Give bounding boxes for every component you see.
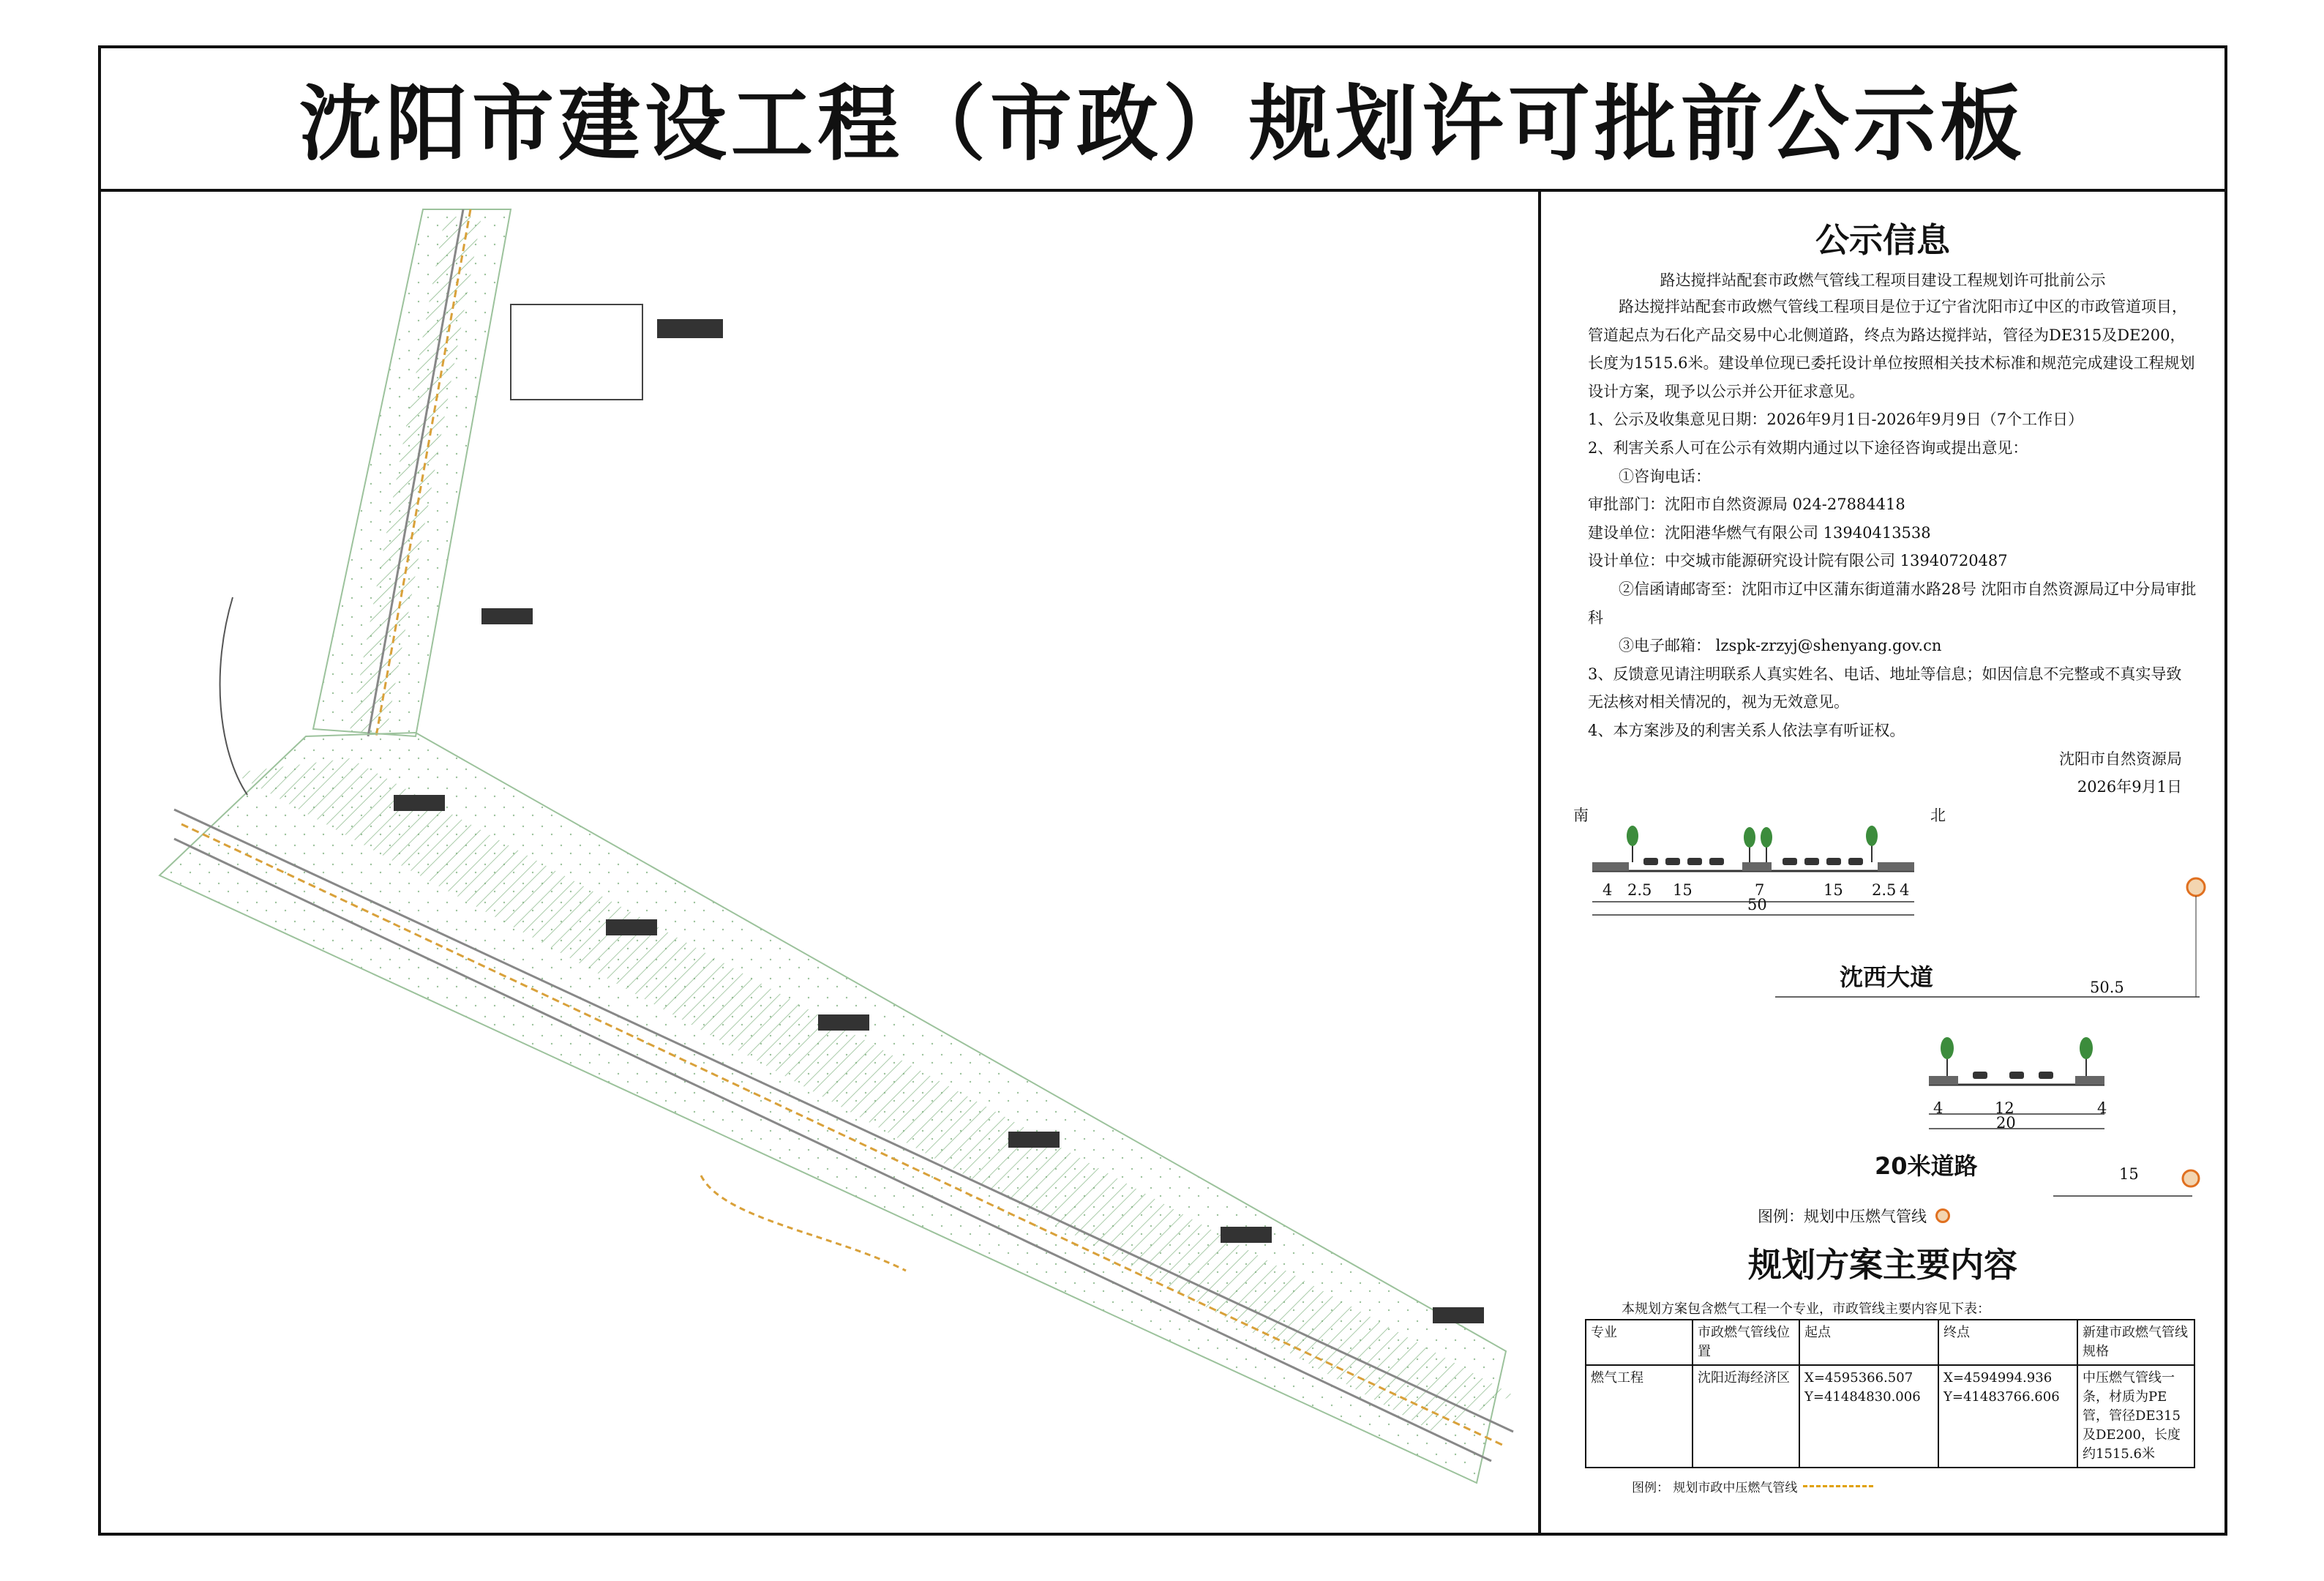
section-north-label: 北: [1930, 807, 1946, 824]
section-2-offset: 15: [2119, 1165, 2139, 1183]
car-icon: [1665, 858, 1680, 865]
publicity-item-4: 4、本方案涉及的利害关系人依法享有听证权。: [1588, 721, 1905, 739]
label-tag: [481, 608, 533, 624]
approver-contact: 审批部门：沈阳市自然资源局 024-27884418: [1588, 496, 1905, 514]
gas-pipe-marker: [2187, 878, 2205, 896]
header-cell: 市政燃气管线位置: [1693, 1320, 1799, 1365]
publicity-item-3: 3、反馈意见请注明联系人真实姓名、电话、地址等信息；如因信息不完整或不真实导致无法核对相关情况的，视为无效意见。: [1588, 665, 2182, 711]
section-2-dim: 12: [1995, 1099, 2014, 1117]
email-address: ③电子邮箱： lzspk-zrzyj@shenyang.gov.cn: [1619, 637, 1942, 655]
publicity-item-1: 1、公示及收集意见日期：2026年9月1日-2026年9月9日（7个工作日）: [1588, 411, 2084, 429]
section-2-dim: 4: [2097, 1099, 2107, 1117]
mail-address: ②信函请邮寄至：沈阳市辽中区蒲东街道蒲水路28号 沈阳市自然资源局辽中分局审批科: [1588, 580, 2197, 627]
car-icon: [2009, 1072, 2024, 1079]
phone-title: ①咨询电话：: [1619, 467, 1711, 485]
car-icon: [1804, 858, 1819, 865]
table-cell: X=4594994.936 Y=41483766.606: [1938, 1365, 2077, 1468]
legend-2-label: 图例： 规划市政中压燃气管线: [1632, 1481, 1798, 1495]
info-panel: [1541, 192, 2224, 1533]
sidewalk: [1878, 862, 1914, 871]
car-icon: [1783, 858, 1797, 865]
ew-road-edge-1: [174, 810, 1513, 1432]
car-icon: [2039, 1072, 2053, 1079]
table-cell: 沈阳近海经济区: [1693, 1365, 1799, 1468]
header-cell: 起点: [1799, 1320, 1938, 1365]
legend-1: [1758, 1205, 1950, 1227]
car-icon: [1848, 858, 1863, 865]
section-1-dim: 7: [1755, 881, 1765, 899]
plan-heading: 规划方案主要内容: [1748, 1245, 2017, 1285]
publicity-body: [1588, 293, 2197, 801]
median: [1742, 862, 1772, 871]
ew-corridor-zone: [160, 733, 1506, 1483]
side-road: [220, 597, 247, 795]
plan-table: [1585, 1319, 2195, 1468]
tree-icon: [1761, 827, 1772, 862]
notes-box: [511, 304, 642, 400]
route-map: [101, 195, 1538, 1533]
legend-2: [1632, 1477, 1873, 1495]
section-2-dim: 4: [1933, 1099, 1943, 1117]
table-row: [1586, 1365, 2194, 1468]
signature-date: 2026年9月1日: [2077, 778, 2182, 796]
table-cell: 燃气工程: [1586, 1365, 1693, 1468]
board-title: 沈阳市建设工程（市政）规划许可批前公示板: [299, 75, 2026, 172]
car-icon: [1826, 858, 1841, 865]
header-cell: 终点: [1938, 1320, 2077, 1365]
label-tag: [394, 795, 445, 811]
section-1-dim: 15: [1673, 881, 1693, 899]
section-1-total: 50: [1747, 896, 1767, 913]
tree-icon: [1866, 826, 1878, 862]
section-2-name: 20米道路: [1875, 1152, 1978, 1180]
ew-road-edge-2: [174, 839, 1491, 1461]
legend-1-label: 图例：规划中压燃气管线: [1758, 1208, 1927, 1225]
tree-icon: [2080, 1037, 2093, 1076]
car-icon: [1973, 1072, 1987, 1079]
label-tag: [1433, 1307, 1484, 1323]
table-cell: 中压燃气管线一条，材质为PE管，管径DE315及DE200，长度约1515.6米: [2077, 1365, 2194, 1468]
ew-corridor-hatch: [233, 758, 1513, 1432]
section-1-dim: 4: [1603, 881, 1613, 899]
section-1-name: 沈西大道: [1840, 963, 1934, 991]
section-south-label: 南: [1573, 807, 1589, 824]
publicity-subheading: 路达搅拌站配套市政燃气管线工程项目建设工程规划许可批前公示: [1660, 272, 2106, 289]
section-1-offset: 50.5: [2090, 979, 2124, 996]
car-icon: [1687, 858, 1702, 865]
label-tag: [657, 319, 723, 338]
plan-table-header: [1586, 1320, 2194, 1365]
signature-org: 沈阳市自然资源局: [2059, 750, 2182, 768]
header-cell: 专业: [1586, 1320, 1693, 1365]
designer-contact: 设计单位：中交城市能源研究设计院有限公司 13940720487: [1588, 552, 2008, 570]
gas-pipe-marker-icon: [1935, 1208, 1950, 1223]
section-2-total: 20: [1996, 1114, 2016, 1132]
label-tag: [818, 1014, 869, 1031]
section-1-dim: 2.5: [1872, 881, 1897, 899]
header-cell: 新建市政燃气管线规格: [2077, 1320, 2194, 1365]
publicity-intro: 路达搅拌站配套市政燃气管线工程项目是位于辽宁省沈阳市辽中区的市政管道项目，管道起点为石化产品交易中心北侧道路，终点为路达搅拌站，管径为DE315及DE200，长度为1515.6米。建设单位现已委托设计单位按照相关技术标准和规范完成建设工程规划设计方案，现予以公示并公开征求意见。: [1588, 298, 2195, 400]
sidewalk: [1929, 1076, 1958, 1085]
tree-icon: [1744, 827, 1755, 862]
builder-contact: 建设单位：沈阳港华燃气有限公司 13940413538: [1588, 523, 1931, 542]
dashed-pipe-icon: [1803, 1485, 1873, 1487]
table-cell: X=4595366.507 Y=41484830.006: [1799, 1365, 1938, 1468]
gas-pipe-marker: [2183, 1170, 2199, 1186]
plan-intro: 本规划方案包含燃气工程一个专业，市政管线主要内容见下表：: [1622, 1301, 1990, 1317]
sidewalk: [1592, 862, 1629, 871]
label-tag: [1221, 1227, 1272, 1243]
section-1-dim: 15: [1823, 881, 1843, 899]
label-tag: [606, 919, 657, 935]
car-icon: [1643, 858, 1658, 865]
section-2-drawing: [1570, 997, 2214, 1216]
sidewalk: [2075, 1076, 2104, 1085]
tree-icon: [1627, 826, 1638, 862]
section-1-dim: 4: [1900, 881, 1910, 899]
publicity-heading: 公示信息: [1815, 220, 1950, 260]
route-map-drawing: [101, 195, 1538, 1533]
tree-icon: [1941, 1037, 1954, 1076]
title-bar: [98, 45, 2227, 192]
publicity-item-2: 2、利害关系人可在公示有效期内通过以下途径咨询或提出意见：: [1588, 438, 2028, 457]
section-1-dim: 2.5: [1627, 881, 1652, 899]
label-tag: [1008, 1132, 1060, 1148]
car-icon: [1709, 858, 1724, 865]
